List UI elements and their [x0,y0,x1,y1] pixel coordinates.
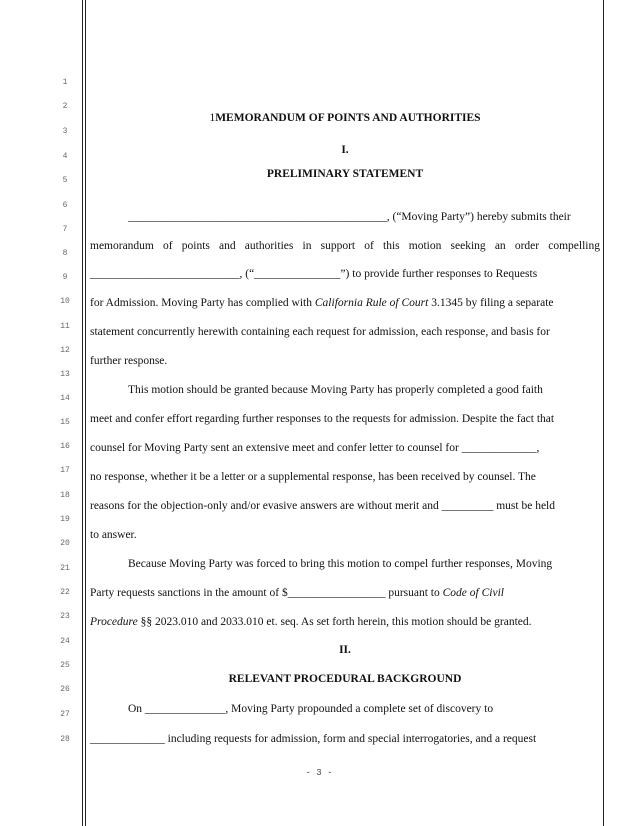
title-prefix: 1 [209,112,216,124]
p3-procedure-citation: Procedure [90,616,138,628]
p4-line2: _____________ including requests for admission, form and special interrogatories, and a request [90,733,537,745]
p3-line3-text: §§ 2023.010 and 2033.010 et. seq. As set forth herein, this motion should be granted. [137,616,532,628]
line-number: 19 [60,515,70,524]
line-number: 17 [60,466,70,475]
section1-numeral: I. [341,144,349,156]
line-number: 12 [60,346,70,355]
line-number: 5 [62,176,68,185]
line-number: 3 [62,127,68,136]
line-number: 18 [60,491,70,500]
line-number: 6 [62,201,68,210]
line-number: 11 [60,322,70,331]
line-number: 15 [60,418,70,427]
p1-line4-text-a: for Admission. Moving Party has complied with [90,297,315,309]
line-number: 14 [60,394,70,403]
line-number: 24 [60,637,70,646]
p1-line4-text-c: 3.1345 by filing a separate [428,297,554,309]
line-number: 16 [60,442,70,451]
p3-line2 [90,587,600,599]
page-number-footer: - 3 - [305,768,333,778]
line-number: 27 [60,710,70,719]
line-number: 20 [60,539,70,548]
p4-line1: On ______________, Moving Party propounded a complete set of discovery to [128,703,494,715]
line-number: 13 [60,370,70,379]
p1-line2: memorandum of points and authorities in support of this motion seeking an order compelling [90,240,600,252]
p2-line2: meet and confer effort regarding further responses to the requests for admission. Despite the fact that [90,413,555,425]
p3-line1: Because Moving Party was forced to bring this motion to compel further responses, Moving [128,558,553,570]
p1-rule-citation: California Rule of Court [314,297,429,309]
p1-line1: _____________________________________________, (“Moving Party”) hereby submits their [128,211,571,223]
p2-line4: no response, whether it be a letter or a supplemental response, has been received by counsel. The [90,471,536,483]
line-number: 28 [60,735,70,744]
line-number: 7 [62,225,68,234]
p2-line5: reasons for the objection-only and/or evasive answers are without merit and _________ must be held [90,500,555,512]
line-number: 22 [60,588,70,597]
line-number: 4 [62,152,68,161]
section1-heading: PRELIMINARY STATEMENT [266,168,424,180]
p2-line3: counsel for Moving Party sent an extensive meet and confer letter to counsel for _____________, [90,442,540,454]
p3-code-citation: Code of Civil [442,587,504,599]
line-number: 10 [60,297,70,306]
p1-line3: __________________________, (“_______________”) to provide further responses to Requests [90,268,538,280]
left-margin-rule-inner [85,0,86,826]
title-text: MEMORANDUM OF POINTS AND AUTHORITIES [215,112,481,124]
line-number: 23 [60,612,70,621]
section2-numeral: II. [339,644,351,656]
line-number: 25 [60,661,70,670]
line-number: 9 [62,273,68,282]
p1-line5: statement concurrently herewith containing each request for admission, each response, and basis for [90,326,550,338]
line-number: 1 [62,78,68,87]
p3-line3 [90,616,600,628]
left-margin-rule [82,0,83,826]
p3-line2-text: Party requests sanctions in the amount of $_________________ pursuant to [90,587,443,599]
p2-line6: to answer. [90,529,137,541]
p2-line1: This motion should be granted because Moving Party has properly completed a good faith [128,384,543,396]
line-number: 8 [62,249,68,258]
document-title [90,112,600,124]
line-number: 2 [62,102,68,111]
p1-line6: further response. [90,355,168,367]
line-number: 21 [60,564,70,573]
line-number: 26 [60,685,70,694]
section2-heading: RELEVANT PROCEDURAL BACKGROUND [228,673,462,685]
p1-line4 [90,297,600,309]
